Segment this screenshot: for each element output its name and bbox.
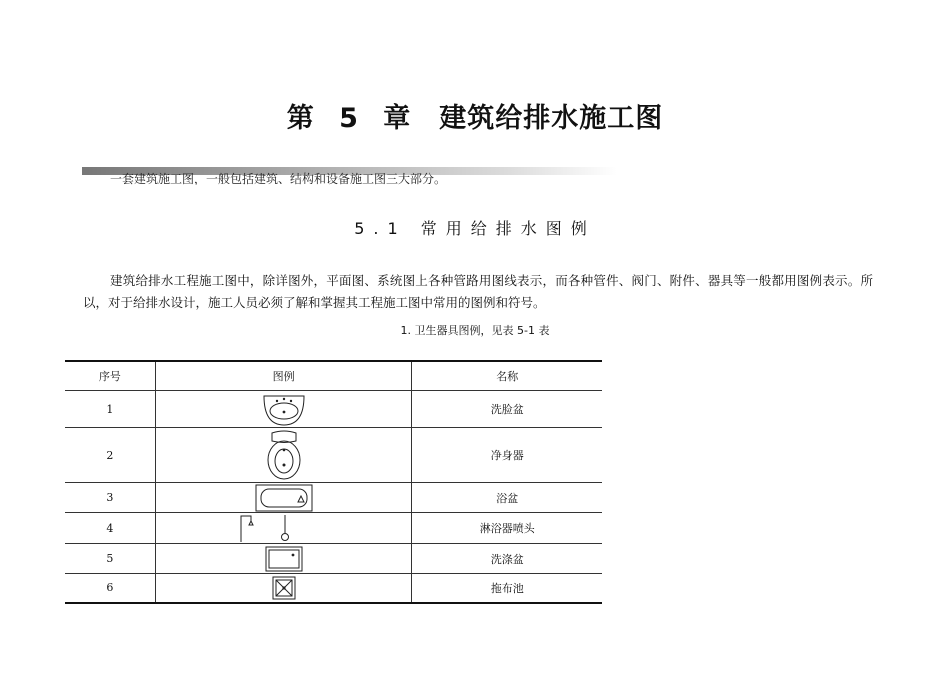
header-legend: 图例 [155, 361, 412, 391]
row-name: 洗涤盆 [412, 544, 602, 574]
row-name: 拖布池 [412, 574, 602, 603]
row-legend [155, 544, 412, 574]
shower-head-icon [214, 513, 354, 543]
fixture-legend-table [65, 360, 602, 604]
row-legend [155, 483, 412, 513]
table-row [65, 483, 602, 513]
table-row [65, 574, 602, 603]
row-legend [155, 513, 412, 544]
wash-sink-icon [265, 546, 303, 572]
header-number: 序号 [65, 361, 155, 391]
table-header-row [65, 361, 602, 391]
row-name: 净身器 [412, 428, 602, 483]
body-paragraph: 建筑给排水工程施工图中，除详图外，平面图、系统图上各种管路用图线表示，而各种管件、阀门、附件、器具等一般都用图例表示。所以，对于给排水设计，施工人员必须了解和掌握其工程施工图中常用的图例和符号。 [83, 273, 873, 310]
washbasin-icon [261, 392, 307, 426]
row-number: 1 [65, 391, 155, 428]
row-legend [155, 428, 412, 483]
intro-text: 一套建筑施工图，一般包括建筑、结构和设备施工图三大部分。 [110, 172, 447, 185]
chapter-title: 第 5 章 建筑给排水施工图 [286, 103, 664, 134]
bathtub-icon [255, 484, 313, 512]
row-legend [155, 574, 412, 603]
row-number: 4 [65, 513, 155, 544]
row-legend [155, 391, 412, 428]
header-name: 名称 [412, 361, 602, 391]
mop-sink-icon [272, 576, 296, 600]
table-row [65, 544, 602, 574]
table-row [65, 428, 602, 483]
bidet-icon [264, 429, 304, 481]
row-number: 3 [65, 483, 155, 513]
table-caption: 1. 卫生器具图例，见表 5-1 表 [400, 324, 550, 337]
row-number: 5 [65, 544, 155, 574]
row-name: 淋浴器喷头 [412, 513, 602, 544]
row-number: 2 [65, 428, 155, 483]
row-name: 浴盆 [412, 483, 602, 513]
table-row [65, 513, 602, 544]
table-row [65, 391, 602, 428]
row-name: 洗脸盆 [412, 391, 602, 428]
row-number: 6 [65, 574, 155, 603]
section-title: 5.1 常用给排水图例 [354, 219, 596, 238]
